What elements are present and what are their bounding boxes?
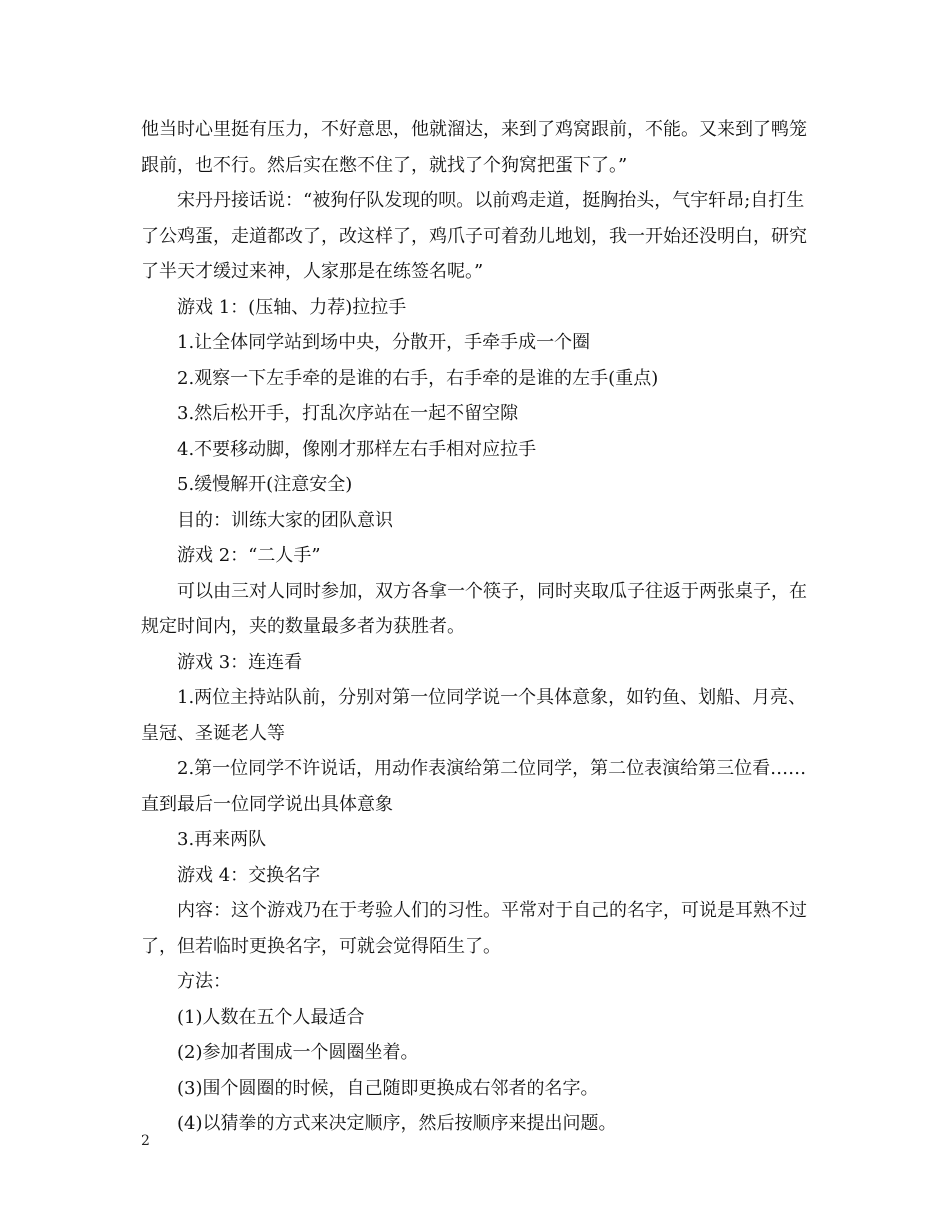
game-3-step-3: 3.再来两队 (177, 829, 267, 850)
game-3-heading: 游戏 3：连连看 (177, 651, 303, 673)
game-1-heading: 游戏 1：(压轴、力荐)拉拉手 (177, 296, 407, 318)
document-body (141, 112, 821, 1142)
game-1-step-4: 4.不要移动脚，像刚才那样左右手相对应拉手 (177, 438, 537, 460)
paragraph-story-end: 他当时心里挺有压力，不好意思，他就溜达，来到了鸡窝跟前，不能。又来到了鸭笼跟前，也不行。然后实在憋不住了，就找了个狗窝把蛋下了。” (141, 119, 807, 176)
game-4-method-2: (2)参加者围成一个圆圈坐着。 (177, 1042, 419, 1063)
page-number: 2 (141, 1133, 150, 1149)
game-2-heading: 游戏 2：“二人手” (177, 545, 321, 566)
game-1-step-5: 5.缓慢解开(注意安全) (177, 474, 353, 495)
game-4-content: 内容：这个游戏乃在于考验人们的习性。平常对于自己的名字，可说是耳熟不过了，但若临时更换名字，可就会觉得陌生了。 (141, 900, 807, 957)
game-4-heading: 游戏 4：交换名字 (177, 864, 321, 886)
game-1-step-1: 1.让全体同学站到场中央，分散开，手牵手成一个圈 (177, 332, 591, 353)
game-1-purpose: 目的：训练大家的团队意识 (177, 509, 393, 531)
game-3-step-2: 2.第一位同学不许说话，用动作表演给第二位同学，第二位表演给第三位看……直到最后一位同学说出具体意象 (141, 758, 807, 815)
game-4-method-3: (3)围个圆圈的时候，自己随即更换成右邻者的名字。 (177, 1077, 599, 1099)
game-4-method-heading: 方法： (177, 971, 231, 992)
game-4-method-4: (4)以猜拳的方式来决定顺序，然后按顺序来提出问题。 (177, 1113, 617, 1134)
game-1-step-2: 2.观察一下左手牵的是谁的右手，右手牵的是谁的左手(重点) (177, 367, 659, 389)
game-4-method-1: (1)人数在五个人最适合 (177, 1006, 365, 1028)
game-2-description: 可以由三对人同时参加，双方各拿一个筷子，同时夹取瓜子往返于两张桌子，在规定时间内，夹的数量最多者为获胜者。 (141, 580, 807, 637)
game-3-step-1: 1.两位主持站队前，分别对第一位同学说一个具体意象，如钓鱼、划船、月亮、皇冠、圣诞老人等 (141, 687, 807, 744)
game-1-step-3: 3.然后松开手，打乱次序站在一起不留空隙 (177, 403, 519, 424)
paragraph-song-dandan: 宋丹丹接话说：“被狗仔队发现的呗。以前鸡走道，挺胸抬头，气宇轩昂;自打生了公鸡蛋，走道都改了，改这样了，鸡爪子可着劲儿地划，我一开始还没明白，研究了半天才缓过来神，人家那是在练签名呢。” (141, 190, 807, 282)
